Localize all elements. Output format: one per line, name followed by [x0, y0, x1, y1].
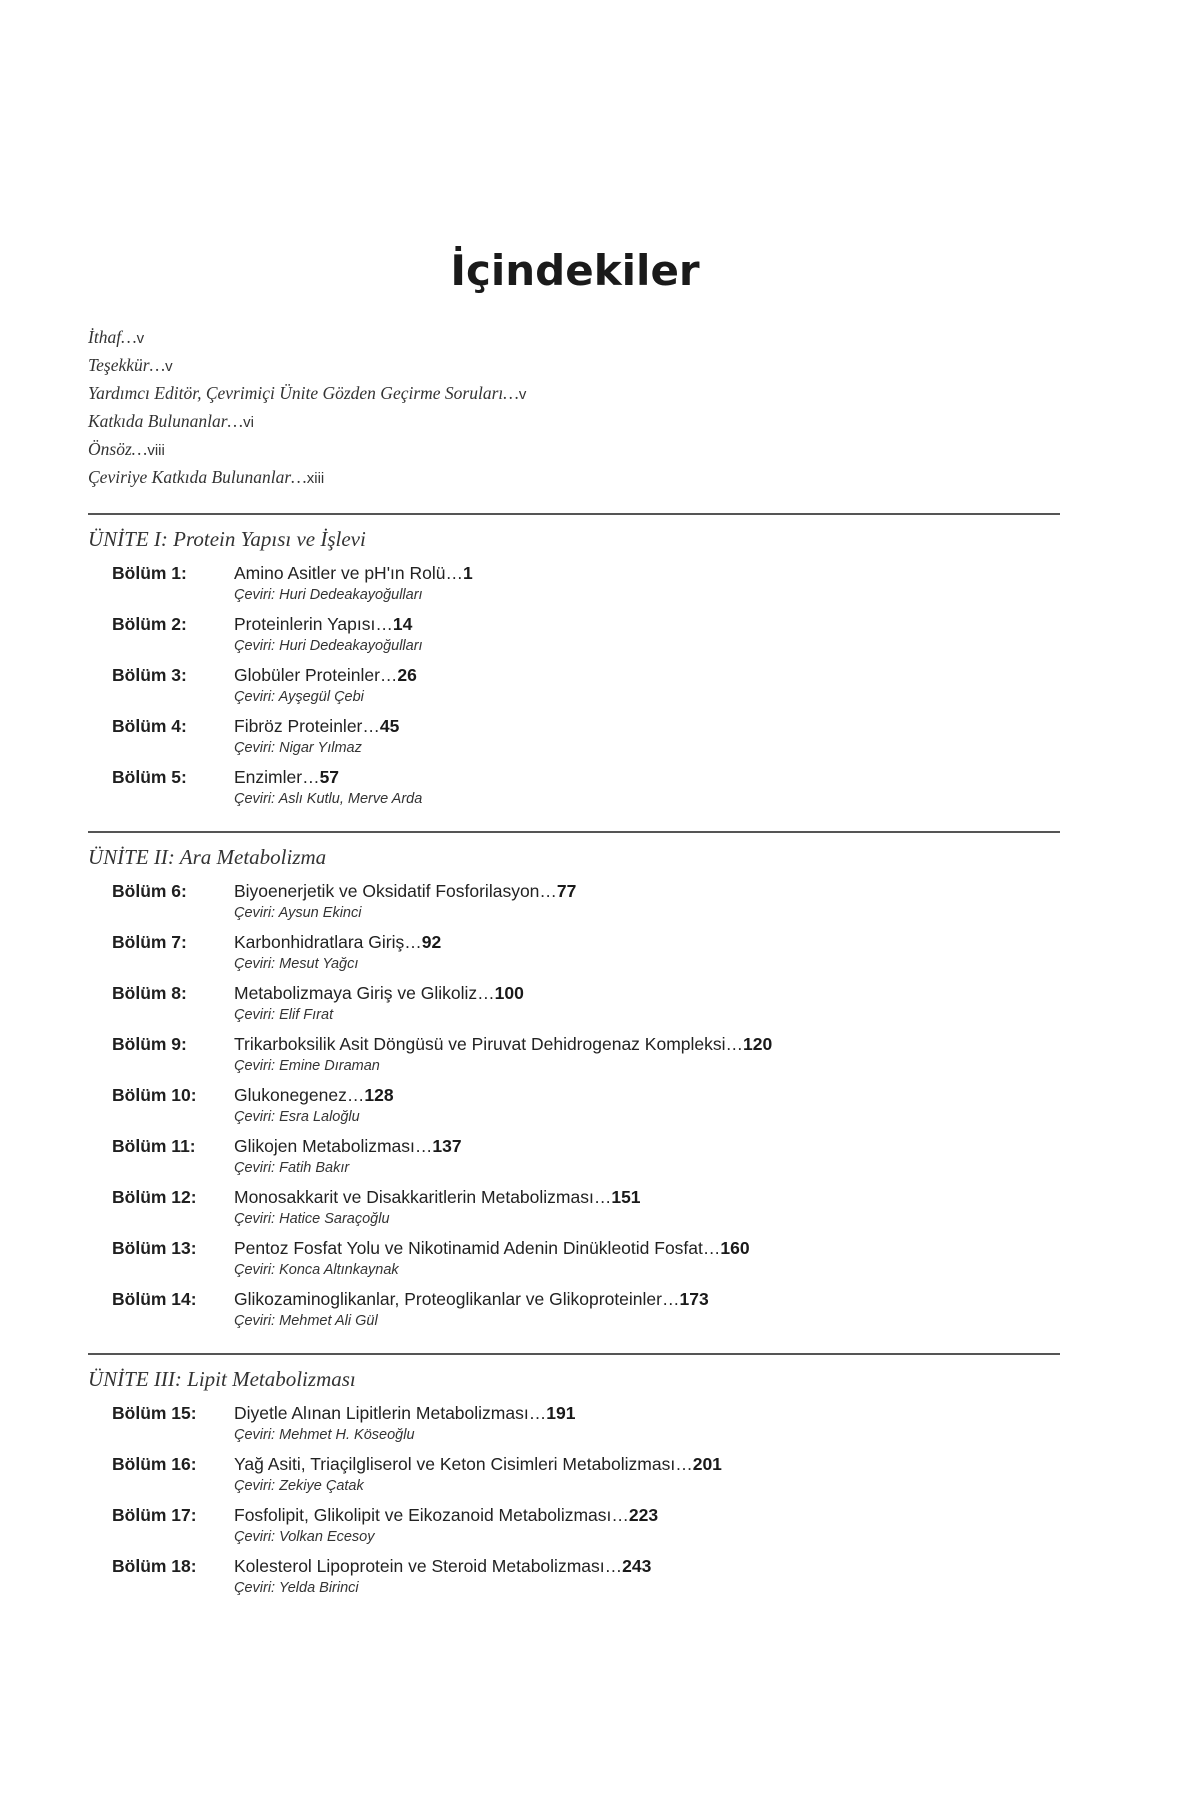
leader-ellipsis: …: [404, 932, 422, 952]
chapter-title: Diyetle Alınan Lipitlerin Metabolizması: [234, 1403, 529, 1423]
front-matter-item[interactable]: [88, 351, 526, 379]
chapter-page: 14: [392, 614, 413, 634]
chapter-entry[interactable]: [88, 1134, 1060, 1185]
chapter-title: Glukonegenez: [234, 1085, 347, 1105]
unit-title: ÜNİTE III: Lipit Metabolizması: [88, 1367, 356, 1391]
chapter-title-line: [234, 765, 339, 789]
chapter-number: Bölüm 10:: [112, 1085, 197, 1105]
chapter-translator: Çeviri: Volkan Ecesoy: [234, 1529, 375, 1545]
chapter-title-line: [234, 930, 441, 954]
chapter-entry[interactable]: [88, 1503, 1060, 1554]
chapter-title: Monosakkarit ve Disakkaritlerin Metabolizması: [234, 1187, 594, 1207]
chapter-page: 137: [432, 1136, 462, 1156]
chapter-number: Bölüm 6:: [112, 881, 187, 901]
unit-section: [88, 513, 1060, 816]
chapter-page: 45: [379, 716, 400, 736]
chapter-number: Bölüm 15:: [112, 1403, 197, 1423]
leader-ellipsis: …: [528, 1403, 547, 1423]
chapter-number: Bölüm 7:: [112, 932, 187, 952]
leader-ellipsis: …: [593, 1187, 612, 1207]
chapter-entry[interactable]: [88, 981, 1060, 1032]
chapter-entry[interactable]: [88, 1185, 1060, 1236]
unit-divider: [88, 1353, 1060, 1355]
leader-ellipsis: …: [604, 1556, 623, 1576]
chapter-entry[interactable]: [88, 765, 1060, 816]
leader-ellipsis: …: [503, 383, 519, 403]
leader-ellipsis: …: [675, 1454, 693, 1474]
chapter-title: Yağ Asiti, Triaçilgliserol ve Keton Cisimleri Metabolizması: [234, 1454, 676, 1474]
leader-ellipsis: …: [539, 881, 557, 901]
chapter-title: Biyoenerjetik ve Oksidatif Fosforilasyon: [234, 881, 540, 901]
chapter-number: Bölüm 5:: [112, 767, 187, 787]
chapter-title-line: [234, 1185, 641, 1209]
leader-ellipsis: …: [149, 355, 166, 375]
chapter-page: 77: [556, 881, 577, 901]
chapter-entry[interactable]: [88, 1401, 1060, 1452]
leader-ellipsis: …: [121, 327, 137, 347]
chapter-title-line: [234, 1554, 651, 1578]
chapter-translator: Çeviri: Fatih Bakır: [234, 1160, 350, 1176]
chapter-entry[interactable]: [88, 1554, 1060, 1605]
chapter-entry[interactable]: [88, 930, 1060, 981]
unit-title: ÜNİTE II: Ara Metabolizma: [88, 845, 327, 869]
chapter-page: 57: [319, 767, 340, 787]
chapter-title: Globüler Proteinler: [234, 665, 380, 685]
chapter-title-line: [234, 1083, 394, 1107]
chapter-translator: Çeviri: Emine Dıraman: [234, 1058, 380, 1074]
chapter-title: Kolesterol Lipoprotein ve Steroid Metabolizması: [234, 1556, 605, 1576]
chapter-page: 100: [494, 983, 524, 1003]
leader-ellipsis: …: [611, 1505, 629, 1525]
chapter-translator: Çeviri: Mesut Yağcı: [234, 956, 359, 972]
chapter-title: Glikojen Metabolizması: [234, 1136, 415, 1156]
leader-ellipsis: …: [346, 1085, 365, 1105]
chapter-title-line: [234, 1503, 658, 1527]
front-matter-page: v: [165, 358, 173, 375]
chapter-translator: Çeviri: Huri Dedeakayoğulları: [234, 587, 423, 603]
chapter-title-line: [234, 663, 417, 687]
front-matter-page: viii: [147, 442, 165, 459]
front-matter-page: xiii: [306, 470, 325, 487]
chapter-page: 120: [743, 1034, 773, 1054]
chapter-entry[interactable]: [88, 1452, 1060, 1503]
unit-section: [88, 831, 1060, 1338]
chapter-title: Trikarboksilik Asit Döngüsü ve Piruvat Dehidrogenaz Kompleksi: [234, 1034, 726, 1054]
unit-title: ÜNİTE I: Protein Yapısı ve İşlevi: [88, 527, 366, 551]
front-matter-item[interactable]: [88, 379, 526, 407]
leader-ellipsis: …: [362, 716, 380, 736]
leader-ellipsis: …: [227, 411, 244, 431]
chapter-list: [88, 561, 1060, 816]
chapter-translator: Çeviri: Mehmet Ali Gül: [234, 1313, 378, 1329]
chapter-translator: Çeviri: Yelda Birinci: [234, 1580, 359, 1596]
chapter-title: Glikozaminoglikanlar, Proteoglikanlar ve Glikoproteinler: [234, 1289, 662, 1309]
chapter-list: [88, 879, 1060, 1338]
unit-divider: [88, 831, 1060, 833]
chapter-title: Karbonhidratlara Giriş: [234, 932, 405, 952]
chapter-page: 92: [421, 932, 442, 952]
chapter-title-line: [234, 561, 473, 585]
chapter-entry[interactable]: [88, 1287, 1060, 1338]
front-matter-page: vi: [243, 414, 254, 431]
chapter-page: 128: [364, 1085, 394, 1105]
front-matter-title: Teşekkür: [88, 355, 150, 375]
chapter-number: Bölüm 13:: [112, 1238, 197, 1258]
leader-ellipsis: …: [477, 983, 495, 1003]
page-title: İçindekiler: [450, 246, 700, 295]
leader-ellipsis: …: [725, 1034, 744, 1054]
leader-ellipsis: …: [445, 563, 463, 583]
chapter-title: Fosfolipit, Glikolipit ve Eikozanoid Metabolizması: [234, 1505, 612, 1525]
chapter-title-line: [234, 714, 399, 738]
leader-ellipsis: …: [661, 1289, 680, 1309]
chapter-title-line: [234, 1236, 750, 1260]
chapter-number: Bölüm 16:: [112, 1454, 197, 1474]
chapter-entry[interactable]: [88, 561, 1060, 612]
leader-ellipsis: …: [291, 467, 307, 487]
chapter-page: 243: [622, 1556, 652, 1576]
chapter-number: Bölüm 11:: [112, 1136, 196, 1156]
chapter-title-line: [234, 1452, 722, 1476]
chapter-entry[interactable]: [88, 663, 1060, 714]
front-matter-title: Katkıda Bulunanlar: [88, 411, 228, 431]
chapter-page: 1: [463, 563, 473, 583]
chapter-title-line: [234, 1401, 575, 1425]
front-matter-item[interactable]: [88, 407, 526, 435]
chapter-number: Bölüm 17:: [112, 1505, 197, 1525]
chapter-title-line: [234, 612, 412, 636]
chapter-number: Bölüm 1:: [112, 563, 187, 583]
chapter-translator: Çeviri: Huri Dedeakayoğulları: [234, 638, 423, 654]
front-matter-title: Çeviriye Katkıda Bulunanlar: [88, 467, 292, 487]
front-matter-page: v: [136, 330, 145, 347]
chapter-translator: Çeviri: Mehmet H. Köseoğlu: [234, 1427, 415, 1443]
chapter-number: Bölüm 9:: [112, 1034, 187, 1054]
chapter-entry[interactable]: [88, 1032, 1060, 1083]
leader-ellipsis: …: [702, 1238, 721, 1258]
chapter-page: 173: [679, 1289, 709, 1309]
chapter-title: Metabolizmaya Giriş ve Glikoliz: [234, 983, 478, 1003]
chapter-title-line: [234, 1032, 772, 1056]
chapter-translator: Çeviri: Elif Fırat: [234, 1007, 334, 1023]
chapter-translator: Çeviri: Ayşegül Çebi: [234, 689, 364, 705]
chapter-number: Bölüm 8:: [112, 983, 187, 1003]
chapter-title: Fibröz Proteinler: [234, 716, 363, 736]
front-matter-title: Önsöz: [88, 439, 132, 459]
chapter-translator: Çeviri: Hatice Saraçoğlu: [234, 1211, 390, 1227]
front-matter-page: v: [518, 386, 527, 403]
front-matter-title: Yardımcı Editör, Çevrimiçi Ünite Gözden Geçirme Soruları: [88, 383, 504, 403]
leader-ellipsis: …: [375, 614, 393, 634]
unit-section: [88, 1353, 1060, 1605]
chapter-page: 151: [611, 1187, 641, 1207]
chapter-entry[interactable]: [88, 879, 1060, 930]
chapter-title: Amino Asitler ve pH'ın Rolü: [234, 563, 446, 583]
chapter-entry[interactable]: [88, 1236, 1060, 1287]
chapter-page: 160: [720, 1238, 750, 1258]
chapter-title: Proteinlerin Yapısı: [234, 614, 376, 634]
chapter-translator: Çeviri: Konca Altınkaynak: [234, 1262, 399, 1278]
chapter-title-line: [234, 981, 524, 1005]
chapter-title-line: [234, 879, 576, 903]
chapter-translator: Çeviri: Nigar Yılmaz: [234, 740, 362, 756]
unit-divider: [88, 513, 1060, 515]
chapter-page: 26: [397, 665, 417, 685]
chapter-number: Bölüm 2:: [112, 614, 187, 634]
leader-ellipsis: …: [302, 767, 320, 787]
chapter-title: Pentoz Fosfat Yolu ve Nikotinamid Adenin Dinükleotid Fosfat: [234, 1238, 703, 1258]
leader-ellipsis: …: [131, 439, 148, 459]
front-matter-item[interactable]: [88, 435, 526, 463]
chapter-entry[interactable]: [88, 612, 1060, 663]
chapter-list: [88, 1401, 1060, 1605]
front-matter-title: İthaf: [88, 327, 122, 347]
front-matter-list: [88, 323, 526, 491]
chapter-translator: Çeviri: Aslı Kutlu, Merve Arda: [234, 791, 423, 807]
chapter-title: Enzimler: [234, 767, 303, 787]
chapter-entry[interactable]: [88, 714, 1060, 765]
chapter-number: Bölüm 12:: [112, 1187, 197, 1207]
front-matter-item[interactable]: [88, 463, 526, 491]
chapter-title-line: [234, 1287, 709, 1311]
chapter-translator: Çeviri: Aysun Ekinci: [234, 905, 362, 921]
chapter-page: 191: [546, 1403, 576, 1423]
chapter-entry[interactable]: [88, 1083, 1060, 1134]
chapter-translator: Çeviri: Esra Laloğlu: [234, 1109, 360, 1125]
chapter-number: Bölüm 18:: [112, 1556, 197, 1576]
front-matter-item[interactable]: [88, 323, 526, 351]
leader-ellipsis: …: [379, 665, 398, 685]
chapter-number: Bölüm 4:: [112, 716, 187, 736]
leader-ellipsis: …: [414, 1136, 433, 1156]
chapter-number: Bölüm 14:: [112, 1289, 197, 1309]
chapter-page: 201: [692, 1454, 722, 1474]
chapter-number: Bölüm 3:: [112, 665, 187, 685]
chapter-page: 223: [628, 1505, 659, 1525]
chapter-translator: Çeviri: Zekiye Çatak: [234, 1478, 364, 1494]
chapter-title-line: [234, 1134, 462, 1158]
